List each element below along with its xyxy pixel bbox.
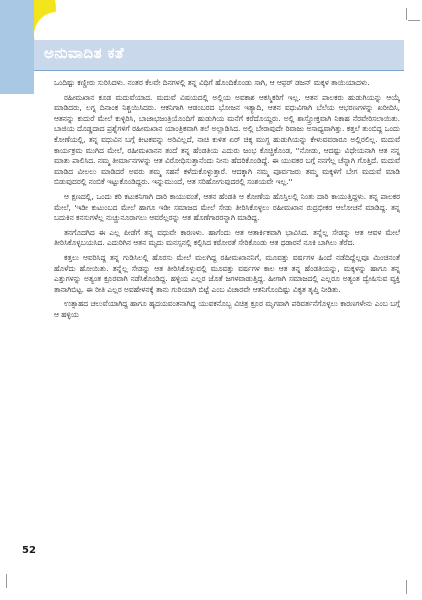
section-title: ಅನುವಾದಿತ ಕತೆ (44, 44, 125, 62)
article-body (54, 78, 400, 324)
paragraph: ರಹೀಮಖಾನ ಕೂಡ ಮದುವೆಯಾದ. ಮದುವೆ ವಿಷಯದಲ್ಲಿ ಅಲ್ಲಿಯ ಅವಕಾಶ ಆಕಸ್ಮಿಕರಿಗೆ ಇಲ್ಲ. ಆತನ ಪಾಲಕರು ಹುಡುಗಿಯನ್ನು ಆಯ್ಕೆ ಮಾಡಿದರು, ಲಗ್ನ ದಿನಾಂಕ ನಿಶ್ಚಯಿಸಿದರು. ಆಕನಿಗಾಗಿ ಆಡಂಬರದ ಭೋಜನ ಇತ್ಯಾದಿ, ಆತನ ವಧುವಿಗಾಗಿ ಬೆಲೆಯ ಆಭರಣಗಳನ್ನು ಖರೀದಿಸಿ, ಆತನನ್ನು ಕುದುರೆ ಮೇಲೆ ಕುಳ್ಳಿರಿಸಿ, ಬಾಜಾಭಜಂತ್ರಿಯೊಂದಿಗೆ ಹುಡುಗಿಯ ಮನೆಗೆ ಕರೆದೊಯ್ದರು. ಅಲ್ಲಿ ಶಾಸ್ತ್ರೋಕ್ತವಾಗಿ ನಿಕಾಹ ನೆರವೇರಿಸಲಾಯಿತು. ಬಾಜಿಯ ದೊಡ್ಡದಾದ ಪ್ರಶ್ನೆಗಳಿಗೆ ರಹೀಮಖಾನ ಯಾಂತ್ರಿಕವಾಗಿ ತಲೆ ಅಲ್ಲಾಡಿಸಿದ. ಅಲ್ಲಿ ಬೇರಾವುದೇ ರಿವಾಜು ಅಸಾಧ್ಯವಾಗಿತ್ತು. ಕತ್ತಲೆ ತುಂಬಿದ್ದ ಒಂದು ಕೋಣೆಯಲ್ಲಿ, ತನ್ನ ವಧುವಿನ ಬಗ್ಗೆ ಕೀಟಕವನ್ನು ಅರಿವಿಲ್ಲದೆ, ನಾಚಿ ಕುಳಿತ ಏರ್ ಚಿಕ್ಕ ಮುಗ್ಧ ಹುಡುಗಿಯನ್ನು ಕೇಳುವವರಾರೂ ಅಲ್ಲಿರಲಿಲ್ಲ. ಮದುವೆ ಕಾರ್ಯಕ್ರಮ ಮುಗಿದ ಮೇಲೆ, ರಹೀಮಖಾನನ ತಂದೆ ತನ್ನ ಹೆಂಡತಿಯ ಎದುರು ಜಂಭ ಕೊಚ್ಚಿಕೊಂಡ, ''ನೋಡು, ಆದಷ್ಟು ವಿಧೇಯನಾಗಿ ಆತ ನನ್ನ ಮಾತು ಪಾಲಿಸಿದ. ನಮ್ಮ ತೀರ್ಮಾನಗಳನ್ನು ಆತ ವಿರೋಧಿಸುತ್ತಾನೆಂದು ನೀನು ಹೆದರಿಕೊಂಡಿದ್ದೆ. ಈ ಯುವಕರ ಬಗ್ಗೆ ನನಗೆಲ್ಲ ಚೆನ್ನಾಗಿ ಗೊತ್ತಿದೆ. ಮದುವೆ ಮಾಡಿದ ವೀಲಲು ಮಾಡಿದರೆ ಅವರು ತಮ್ಮ ಸಹನೆ ಕಳೆದುಕೊಳ್ಳುತ್ತಾರೆ. ಆದಕ್ಕಾಗಿ ನಮ್ಮ ಪೂರ್ವಜರು ತಮ್ಮ ಮಕ್ಕಳಿಗೆ ಬೇಗ ಮದುವೆ ಮಾಡಿ ಬಿಡುವುದರಲ್ಲಿ ನಂಬಿಕೆ ಇಟ್ಟುಕೊಂಡಿದ್ದರು. ಇನ್ನುಮುಂದೆ, ಆತ ಸರಿಹೋಗುವುದರಲ್ಲಿ ಸಂಶಯವೇ ಇಲ್ಲ.'' (54, 92, 400, 187)
paragraph: ಒಂದಿಷ್ಟು ಕಣ್ಣೀರು ಸುರಿಸಿದಳು. ನಂತರ ಕೆಲವೇ ದಿನಗಳಲ್ಲಿ ತನ್ನ ವಿಧಿಗೆ ಹೊಂದಿಕೊಂಡು ಸಾಗಿ, ಆ ಆಫ಼ರ್ ಡಜನ್ ಮಕ್ಕಳ ತಾಯಿಯಾದಳು. (54, 78, 370, 87)
crop-mark (408, 20, 420, 21)
crop-mark (406, 580, 407, 594)
crop-mark (6, 574, 7, 588)
crop-mark (406, 8, 407, 20)
paragraph: ತನಗೊದಗಿದ ಈ ಎಲ್ಲ ಪೀಡೆಗೆ ತನ್ನ ವಧುವೇ ಕಾರಣಳು. ಹಾಗೆಂದು ಆತ ಆತಾರ್ಕಿಕವಾಗಿ ಭಾವಿಸಿದ. ತನ್ನೆಲ್ಲ ಸೇಡನ್ನು ಆತ ಆವಳ ಮೇಲೆ ತೀರಿಸಿಕೊಳ್ಳಬಯಸಿದ. ಎದುರಿಗಿನ ಆತನ ಮೃದು ಮನಸ್ಸನಲ್ಲಿ ಕಲ್ಪಿಸಿದ ಕಠೋರತೆ ಸೇರಿಕೊಂಡು ಆತ ಧಡಾರನೆ ನೂಕಿ ಬಾಗಿಲು ತೆರೆದ. (54, 227, 400, 248)
decorative-blue-band (0, 0, 34, 94)
paragraph: ಆ ಕ್ಷಣದಲ್ಲಿ, ಒಂದು ಕರಿ ಕಟುಕನಿಗಾಗಿ ದಾರಿ ಕಾಯುವಂತೆ, ಆತನ ಹೆಂಡತಿ ಆ ಕೋಣೆಯ ಹೊಸ್ತಿಲಲ್ಲಿ ನಿಂತು ದಾರಿ ಕಾಯುತ್ತಿದ್ದಳು. ತನ್ನ ಪಾಲಕರ ಮೇಲೆ, 'ಇಡೀ ಕುಟುಂಬದ ಮೇಲೆ ಹಾಗೂ ಇಡೀ ಸಮಾಜದ ಮೇಲೆ ಸೇಡು ತೀರಿಸಿಕೊಳ್ಳಲು ರಹೀಮಖಾನ ರುದ್ರಭೀಕರ ಆಲೋಚನೆ ಮಾಡಿದ್ದ. ತನ್ನ ಬದುಕಿನ ಕನಸುಗಳೆಲ್ಲ ನುಚ್ಚುನೂರಾಗಲು ಆವರೆಲ್ಲರನ್ನು ಆತ ಹೊಣೆಗಾರರನ್ನಾಗಿ ಮಾಡಿದ್ದ. (54, 191, 400, 223)
paragraph: ಉತ್ಸಾಹದ ಚಲುವೆಯಾಗಿದ್ದ ಹಾಗೂ ಹೃದಯವಂತನಾಗಿದ್ದ ಯುವಕನೊಬ್ಬ ವಿಚಿತ್ರ ಕ್ರೂರ ಮೃಗವಾಗಿ ಪರಿವರ್ತನೆಗೊಳ್ಳಲು ಕಾರಣಗಳೇನು ಎಂಬ ಬಗ್ಗೆ ಆ ಹಳ್ಳಿಯ (54, 299, 400, 319)
page-number: 52 (22, 545, 36, 556)
paragraph: ಕತ್ತಲು ಆವರಿಸಿದ್ದ ತನ್ನ ಗುಡಿಸಿಲಲ್ಲಿ ಹೊರಸು ಮೇಲೆ ಮಲಗಿದ್ದ ರಹೀಮಖಾನನಿಗೆ, ಮೂವತ್ತು ವರ್ಷಗಳ ಹಿಂದೆ ನಡೆದಿದ್ದೆಲ್ಲವೂ ಮಿಂಚಿನಂತೆ ಹೊಳೆದು ಹೋಯಿತು. ತನ್ನೆಲ್ಲ ಸೇಡನ್ನು ಆತ ತೀರಿಸಿಕೊಳ್ಳುವಲ್ಲಿ ಮೂವತ್ತು ವರ್ಷಗಳ ಕಾಲ ಆತ ತನ್ನ ಹೆಂಡತಿಯನ್ನು, ಮಕ್ಕಳನ್ನು ಹಾಗೂ ತನ್ನ ಎತ್ತುಗಳನ್ನು ಅತ್ಯಂತ ಕ್ರೂರವಾಗಿ ನಡೆಸಿಕೊಂಡಿದ್ದ. ಹಳ್ಳಿಯ ಎಲ್ಲರ ಜೊತೆ ಜಗಳವಾಡುತ್ತಿದ್ದ. ಹೀಗಾಗಿ ಸಮಾಜದಲ್ಲಿ ಎಲ್ಲರೂ ಅತ್ಯಂತ ದ್ವೇಷಿಸುವ ವ್ಯಕ್ತಿ ತಾನಾಗಿಬಿಟ್ಟ. ಈ ರೀತಿ ಎಲ್ಲರ ಅವಹೇಳನಕ್ಕೆ ತಾನು ಗುರಿಯಾಗಿ ಬಿಟ್ಟೆ ಎಂಬ ವಿಚಾರವೇ ಆತನಿಗೊಂದಿಷ್ಟು ವಿಕೃತ ತೃಪ್ತಿ ನೀಡಿತು. (54, 252, 400, 294)
header-rule (34, 70, 404, 71)
